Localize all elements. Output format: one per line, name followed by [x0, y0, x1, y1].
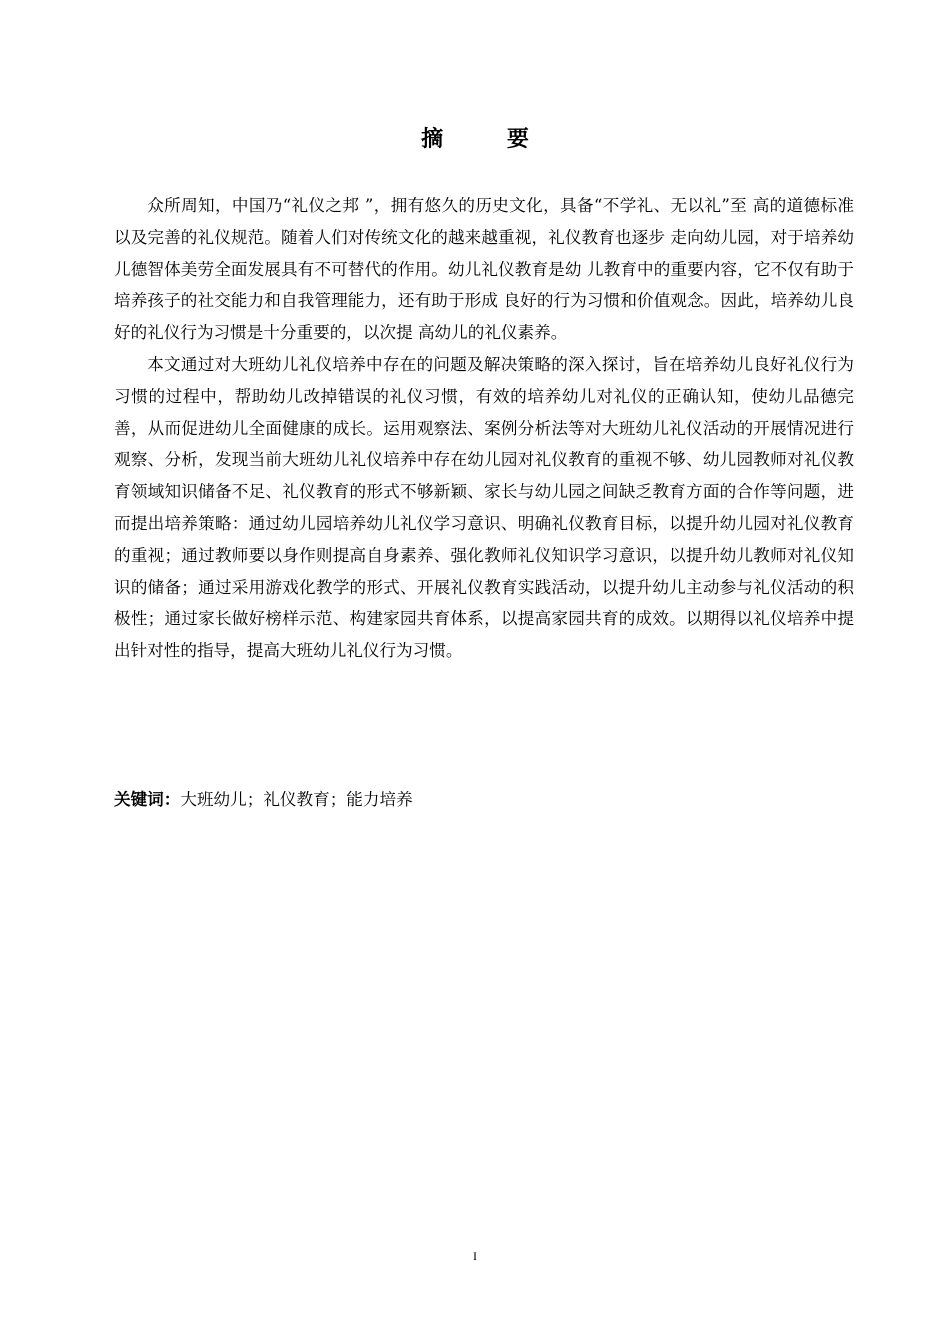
- keywords-label: 关键词：: [114, 790, 181, 809]
- abstract-body: [114, 190, 854, 667]
- keywords-line: [114, 784, 854, 816]
- abstract-paragraph-2: 本文通过对大班幼儿礼仪培养中存在的问题及解决策略的深入探讨，旨在培养幼儿良好礼仪行为习惯的过程中，帮助幼儿改掉错误的礼仪习惯，有效的培养幼儿对礼仪的正确认知，使幼儿品德完善，从而促进幼儿全面健康的成长。运用观察法、案例分析法等对大班幼儿礼仪活动的开展情况进行观察、分析，发现当前大班幼儿礼仪培养中存在幼儿园对礼仪教育的重视不够、幼儿园教师对礼仪教育领域知识储备不足、礼仪教育的形式不够新颖、家长与幼儿园之间缺乏教育方面的合作等问题，进而提出培养策略：通过幼儿园培养幼儿礼仪学习意识、明确礼仪教育目标，以提升幼儿园对礼仪教育的重视；通过教师要以身作则提高自身素养、强化教师礼仪知识学习意识，以提升幼儿教师对礼仪知识的储备；通过采用游戏化教学的形式、开展礼仪教育实践活动，以提升幼儿主动参与礼仪活动的积极性；通过家长做好榜样示范、构建家园共育体系，以提高家园共育的成效。以期得以礼仪培养中提出针对性的指导，提高大班幼儿礼仪行为习惯。: [114, 354, 854, 661]
- abstract-paragraph-1: 众所周知，中国乃“礼仪之邦 ”，拥有悠久的历史文化，具备“不学礼、无以礼”至 高的道德标准以及完善的礼仪规范。随着人们对传统文化的越来越重视，礼仪教育也逐步 走向幼儿园，对于培养幼儿德智体美劳全面发展具有不可替代的作用。幼儿礼仪教育是幼 儿教育中的重要内容，它不仅有助于培养孩子的社交能力和自我管理能力，还有助于形成 良好的行为习惯和价值观念。因此，培养幼儿良好的礼仪行为习惯是十分重要的，以次提 高幼儿的礼仪素养。: [114, 196, 854, 343]
- abstract-title: 摘 要: [421, 127, 557, 152]
- keywords-value: 大班幼儿；礼仪教育；能力培养: [180, 790, 413, 809]
- page-number: I: [473, 1249, 477, 1263]
